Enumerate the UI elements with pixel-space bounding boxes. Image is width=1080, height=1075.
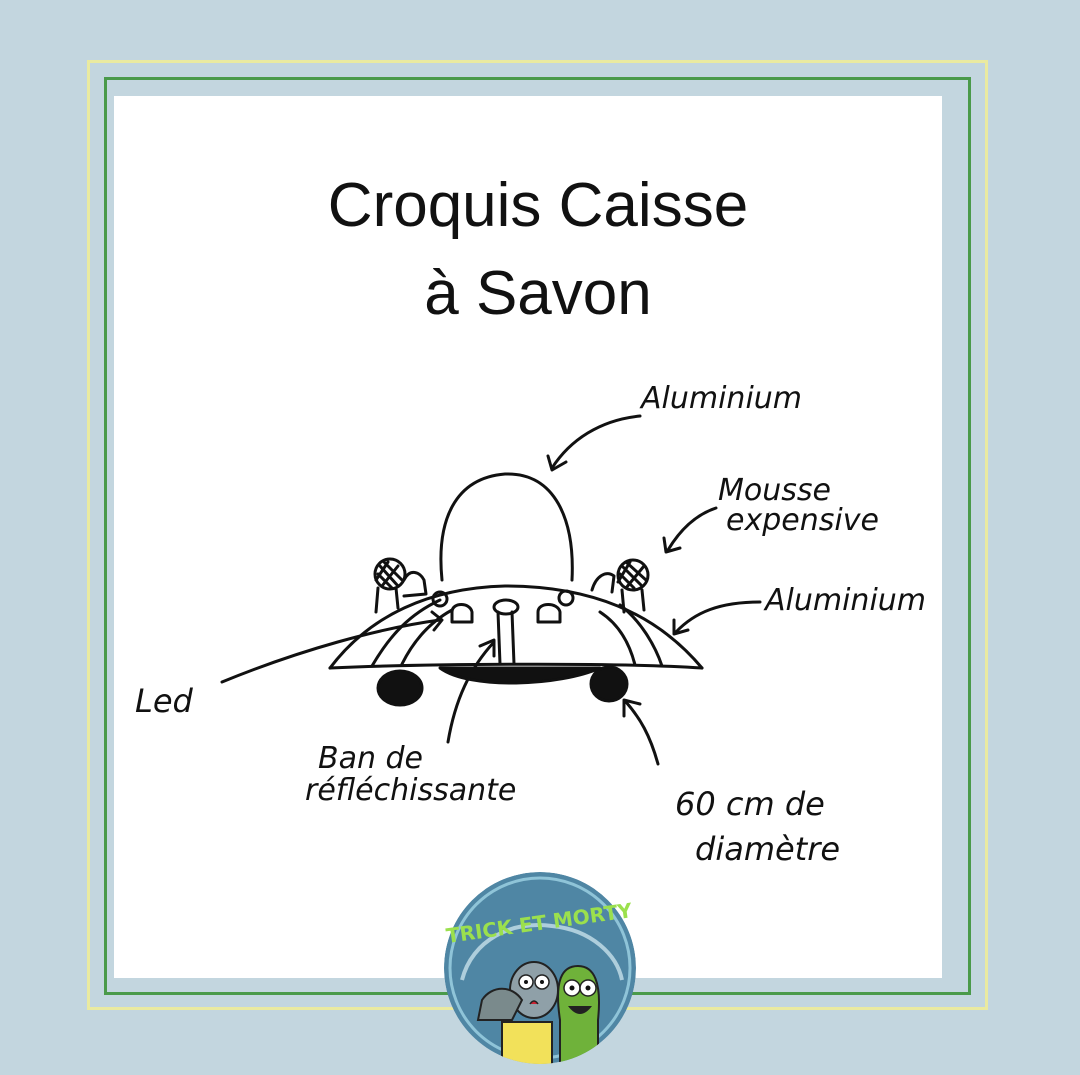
label-mousse: Mousse: [718, 473, 831, 508]
right-wheel: [591, 667, 627, 701]
left-wheel: [378, 671, 422, 705]
saucer-top: [330, 586, 702, 668]
label-ban-de: Ban de: [318, 741, 424, 776]
label-led: Led: [135, 682, 193, 720]
logo-badge: [442, 870, 638, 1075]
label-diametre: diamètre: [695, 830, 841, 868]
logo-text: TRICK ET MORTY: [444, 898, 634, 948]
label-aluminium-top: Aluminium: [641, 381, 803, 416]
label-expensive: expensive: [726, 503, 879, 538]
dome: [441, 474, 572, 580]
title-line-1: Croquis Caisse: [327, 171, 749, 240]
label-aluminium-side: Aluminium: [765, 583, 927, 618]
title-line-2: à Savon: [424, 259, 652, 328]
label-60cm: 60 cm de: [675, 785, 825, 823]
label-reflechissante: réfléchissante: [305, 773, 517, 808]
